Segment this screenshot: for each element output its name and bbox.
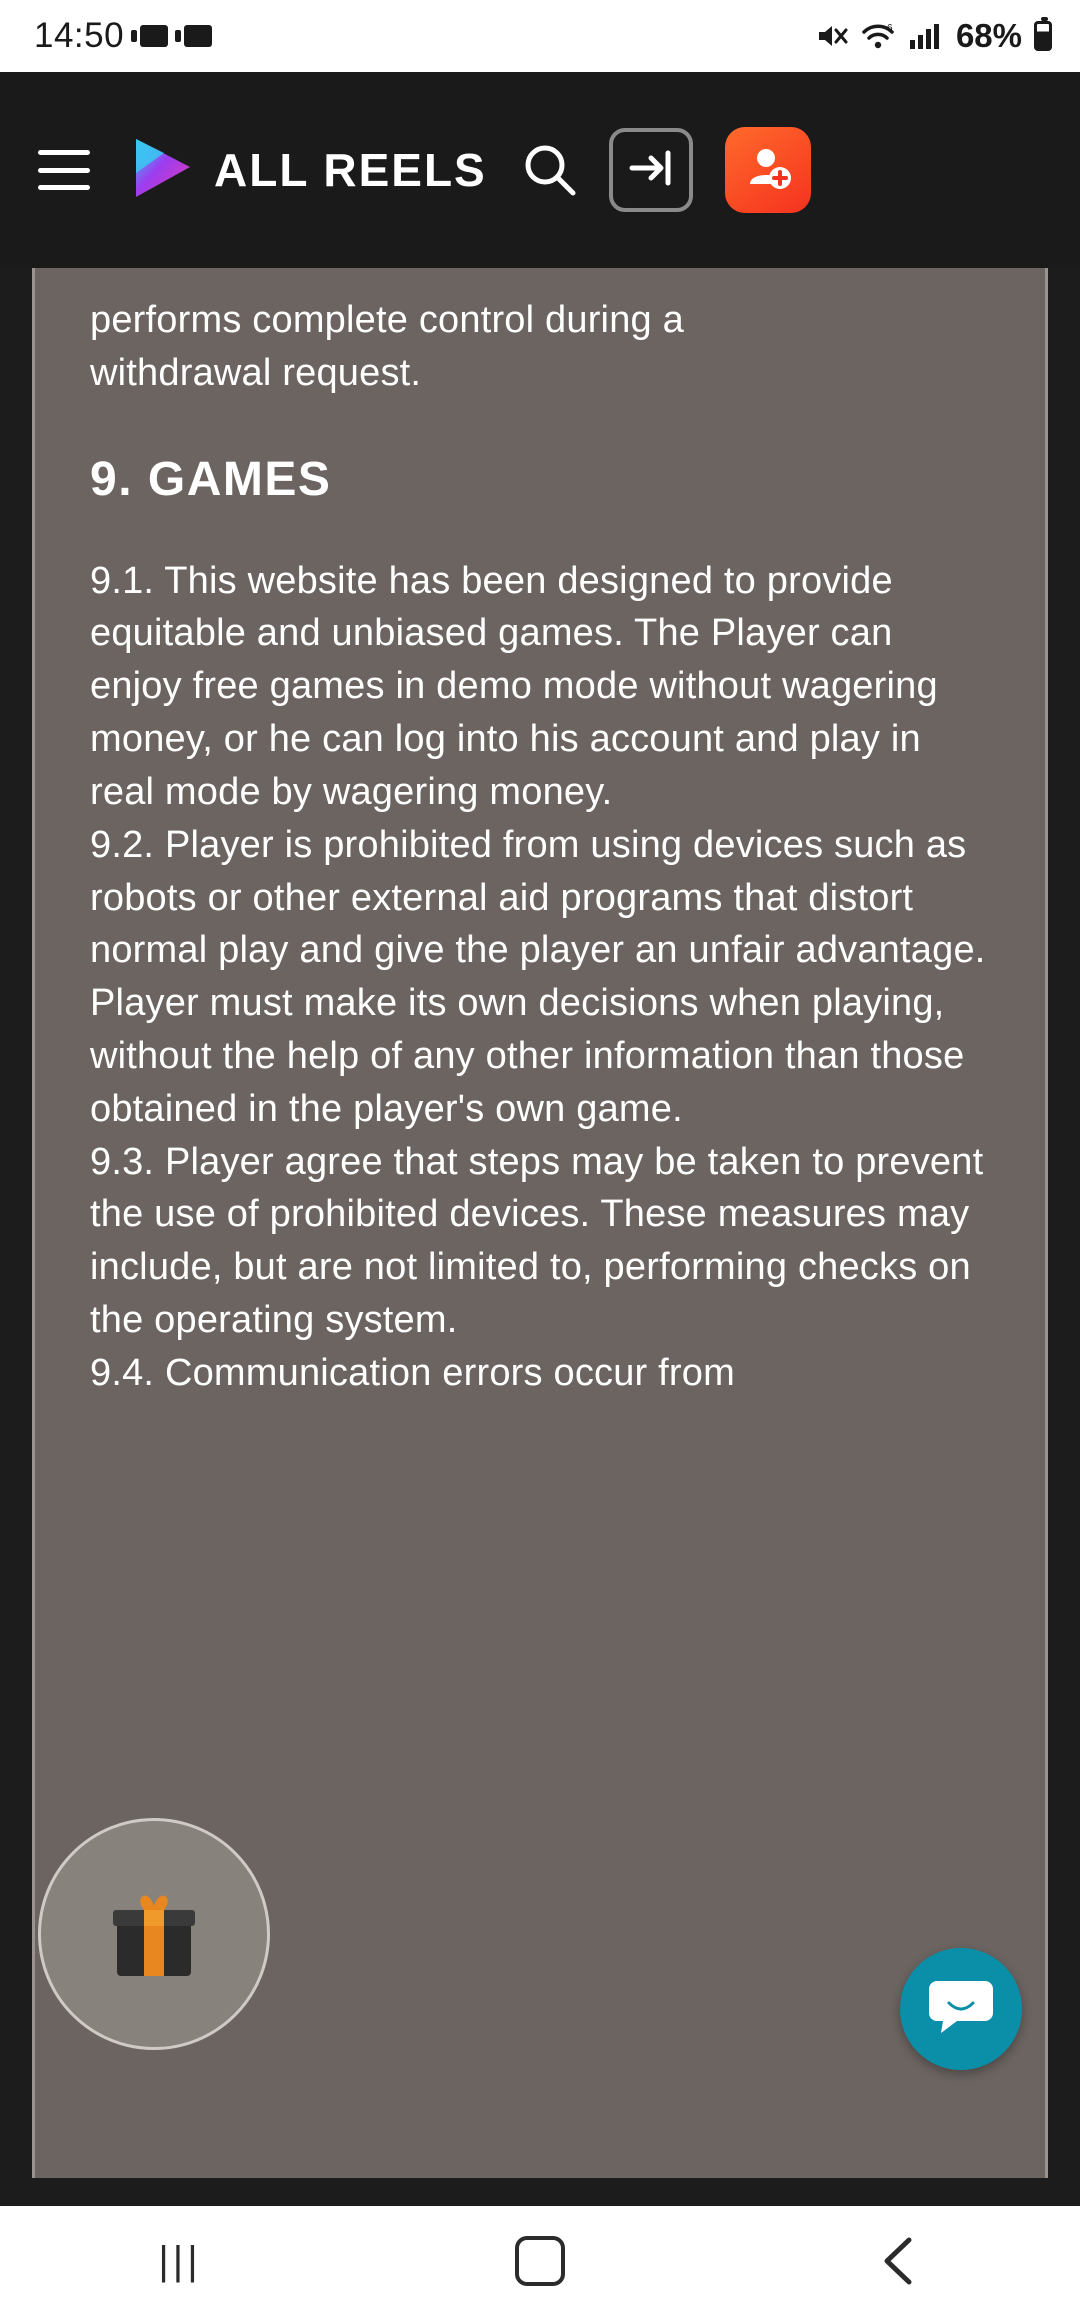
wifi-icon xyxy=(860,21,896,51)
battery-percent: 68% xyxy=(955,17,1022,54)
chat-bubble-icon xyxy=(927,1977,995,2042)
brand-name: ALL REELS xyxy=(214,144,487,196)
gift-box-icon xyxy=(111,1888,197,1980)
svg-text:6: 6 xyxy=(886,23,893,34)
home-button[interactable] xyxy=(465,2206,615,2316)
signal-icon xyxy=(908,21,940,51)
section-heading: 9. GAMES xyxy=(90,452,332,506)
login-arrow-icon xyxy=(628,147,674,194)
play-triangle-logo-icon xyxy=(124,133,198,207)
hamburger-menu-icon[interactable] xyxy=(38,150,94,190)
app-indicator-icon xyxy=(140,25,168,47)
battery-icon xyxy=(1034,21,1052,51)
home-square-icon xyxy=(515,2236,565,2286)
mute-icon xyxy=(816,21,848,51)
status-clock: 14:50 xyxy=(34,16,125,55)
add-user-icon xyxy=(742,142,794,199)
paragraph-9-4: 9.4. Communication errors occur from xyxy=(90,1351,735,1394)
paragraph-9-2: 9.2. Player is prohibited from using devices such as robots or other external aid programs that distort normal play and give the player an unfair advantage. Player must make its own decisions when playing, without the help of any other information than those obtained in the player's own game. xyxy=(90,823,986,1130)
chat-support-button[interactable] xyxy=(900,1948,1022,2070)
brand-logo[interactable] xyxy=(124,133,487,207)
content-bottom-strip xyxy=(0,2178,1080,2206)
intro-line-2: withdrawal request. xyxy=(90,351,422,394)
intro-line-1: performs complete control during a xyxy=(90,299,684,341)
status-bar xyxy=(0,0,1080,72)
page-content xyxy=(0,268,1080,2178)
search-icon[interactable] xyxy=(519,139,581,201)
terms-document xyxy=(90,294,993,1400)
status-bar-right xyxy=(816,17,1052,55)
signup-button[interactable] xyxy=(725,127,811,213)
site-header xyxy=(0,72,1080,268)
paragraph-9-3: 9.3. Player agree that steps may be taken to prevent the use of prohibited devices. These measures may include, but are not limited to, performing checks on the operating system. xyxy=(90,1140,984,1341)
status-bar-left xyxy=(34,16,212,56)
paragraph-9-1: 9.1. This website has been designed to provide equitable and unbiased games. The Player can enjoy free games in demo mode without wagering money, or he can log into his account and play in real mode by wagering money. xyxy=(90,559,938,813)
app-indicator-icon xyxy=(184,25,212,47)
recents-icon: ||| xyxy=(158,2238,202,2283)
back-button[interactable] xyxy=(825,2206,975,2316)
login-button[interactable] xyxy=(609,128,693,212)
gift-promo-button[interactable] xyxy=(38,1818,270,2050)
back-chevron-icon xyxy=(877,2232,923,2290)
android-nav-bar xyxy=(0,2206,1080,2316)
recents-button[interactable] xyxy=(105,2206,255,2316)
